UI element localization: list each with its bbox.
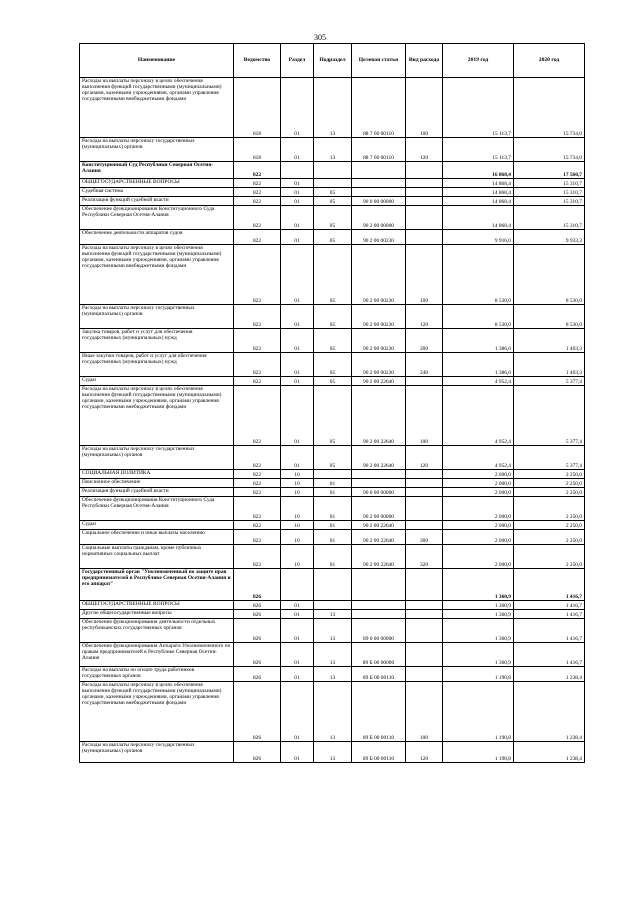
row-year-2020-cell: 17 560,7 [514,162,585,179]
row-year-2020-cell: 2 250,0 [514,470,585,479]
budget-table [79,43,585,763]
row-subsection-cell: 05 [314,386,352,446]
row-department-cell: 822 [234,545,281,569]
row-year-2019-cell: 8 530,0 [443,245,514,305]
row-subsection-cell: 01 [314,488,352,497]
row-subsection-cell [314,162,352,179]
row-department-cell: 822 [234,530,281,545]
row-expense-type-cell [406,479,443,488]
row-year-2019-cell: 14 868,4 [443,188,514,197]
row-year-2020-cell: 2 250,0 [514,530,585,545]
row-target-article-cell [352,479,406,488]
row-year-2019-cell: 2 000,0 [443,470,514,479]
column-header-subsection: Подраздел [314,44,352,78]
row-target-article-cell [352,179,406,188]
row-section-cell: 01 [281,78,314,138]
row-name-cell: Социальные выплаты гражданам, кроме публичных нормативных социальных выплат [80,545,234,569]
row-section-cell: 10 [281,488,314,497]
row-year-2019-cell: 4 952,4 [443,386,514,446]
row-expense-type-cell [406,470,443,479]
row-subsection-cell: 13 [314,610,352,619]
row-target-article-cell: 88 7 00 00110 [352,78,406,138]
table-row [80,162,585,179]
row-name-cell: Обеспечение функционирования деятельности отдельных республиканских государственных органов [80,619,234,643]
row-subsection-cell: 01 [314,530,352,545]
table-row [80,206,585,230]
row-target-article-cell: 90 2 00 00230 [352,329,406,353]
column-header-target-article: Целевая статья [352,44,406,78]
row-department-cell: 822 [234,329,281,353]
row-expense-type-cell [406,497,443,521]
row-department-cell: 826 [234,610,281,619]
row-target-article-cell: 90 2 00 00230 [352,230,406,245]
row-target-article-cell: 88 7 00 00110 [352,138,406,162]
row-year-2019-cell: 1 360,9 [443,610,514,619]
row-year-2020-cell: 1 416,7 [514,569,585,601]
row-year-2020-cell: 1 238,4 [514,742,585,763]
row-subsection-cell: 05 [314,377,352,386]
row-year-2020-cell: 2 250,0 [514,521,585,530]
row-section-cell: 10 [281,530,314,545]
row-year-2019-cell: 2 000,0 [443,488,514,497]
row-subsection-cell: 13 [314,667,352,682]
row-department-cell: 822 [234,377,281,386]
row-target-article-cell: 90 2 00 22640 [352,530,406,545]
row-year-2019-cell: 2 000,0 [443,545,514,569]
row-name-cell: Другие общегосударственные вопросы [80,610,234,619]
row-target-article-cell: 90 2 00 22640 [352,386,406,446]
row-year-2020-cell: 5 377,4 [514,377,585,386]
row-subsection-cell: 05 [314,197,352,206]
row-expense-type-cell: 120 [406,138,443,162]
table-row [80,179,585,188]
row-year-2019-cell: 14 868,4 [443,206,514,230]
row-section-cell: 10 [281,521,314,530]
row-department-cell: 822 [234,230,281,245]
row-section-cell: 01 [281,353,314,377]
row-expense-type-cell [406,619,443,643]
row-year-2019-cell: 1 190,8 [443,742,514,763]
column-header-year-2020: 2020 год [514,44,585,78]
row-department-cell: 826 [234,667,281,682]
row-year-2020-cell: 9 933,3 [514,230,585,245]
row-name-cell: ОБЩЕГОСУДАРСТВЕННЫЕ ВОПРОСЫ [80,179,234,188]
table-row [80,742,585,763]
table-row [80,329,585,353]
row-section-cell: 01 [281,610,314,619]
row-year-2019-cell: 2 000,0 [443,479,514,488]
table-row [80,545,585,569]
row-year-2019-cell: 1 190,8 [443,667,514,682]
row-expense-type-cell: 120 [406,742,443,763]
row-department-cell: 826 [234,601,281,610]
row-year-2019-cell: 1 190,8 [443,682,514,742]
row-year-2020-cell: 2 250,0 [514,545,585,569]
row-name-cell: Реализация функций судебной власти [80,197,234,206]
column-header-year-2019: 2019 год [443,44,514,78]
table-row [80,610,585,619]
row-section-cell: 01 [281,742,314,763]
table-row [80,521,585,530]
row-section-cell: 01 [281,188,314,197]
table-row [80,197,585,206]
row-target-article-cell: 90 2 00 22640 [352,446,406,470]
row-subsection-cell [314,179,352,188]
column-header-department: Ведомство [234,44,281,78]
row-name-cell: Расходы на выплаты персоналу государственных (муниципальных) органов [80,305,234,329]
row-target-article-cell: 90 2 00 22640 [352,545,406,569]
row-department-cell: 822 [234,446,281,470]
table-row [80,230,585,245]
row-expense-type-cell: 320 [406,545,443,569]
row-year-2020-cell: 8 530,0 [514,305,585,329]
row-name-cell: Обеспечение деятельности аппаратов судов [80,230,234,245]
table-header-row [80,44,585,78]
row-department-cell: 822 [234,386,281,446]
row-year-2019-cell: 2 000,0 [443,530,514,545]
table-row [80,245,585,305]
row-department-cell: 826 [234,619,281,643]
table-row [80,682,585,742]
row-year-2020-cell: 2 250,0 [514,488,585,497]
row-department-cell: 822 [234,470,281,479]
row-subsection-cell: 13 [314,78,352,138]
row-department-cell: 826 [234,682,281,742]
row-subsection-cell: 05 [314,245,352,305]
row-expense-type-cell [406,162,443,179]
row-department-cell: 822 [234,353,281,377]
row-expense-type-cell: 100 [406,245,443,305]
row-year-2019-cell: 4 952,4 [443,446,514,470]
row-subsection-cell [314,601,352,610]
row-department-cell: 826 [234,569,281,601]
row-expense-type-cell [406,601,443,610]
row-year-2020-cell: 15 310,7 [514,197,585,206]
row-year-2019-cell: 9 916,0 [443,230,514,245]
row-year-2020-cell: 15 310,7 [514,206,585,230]
row-name-cell: Расходы на выплаты персоналу в целях обеспечения выполнения функций государственными (муниципальными) органами, казенными учреждениями, органами управления государственными внебюджетными фондами [80,78,234,138]
row-expense-type-cell: 120 [406,305,443,329]
row-section-cell: 01 [281,643,314,667]
row-name-cell: СОЦИАЛЬНАЯ ПОЛИТИКА [80,470,234,479]
row-subsection-cell: 05 [314,188,352,197]
row-year-2019-cell: 8 530,0 [443,305,514,329]
row-department-cell: 822 [234,488,281,497]
row-year-2020-cell: 5 377,4 [514,386,585,446]
row-subsection-cell: 01 [314,497,352,521]
row-department-cell: 822 [234,245,281,305]
row-year-2019-cell: 1 360,9 [443,569,514,601]
row-subsection-cell: 13 [314,742,352,763]
row-year-2020-cell: 2 250,0 [514,479,585,488]
row-year-2019-cell: 14 868,4 [443,179,514,188]
table-body [80,78,585,763]
column-header-section: Раздел [281,44,314,78]
row-expense-type-cell [406,206,443,230]
table-row [80,470,585,479]
table-row [80,601,585,610]
row-expense-type-cell: 120 [406,446,443,470]
row-year-2019-cell: 4 952,4 [443,377,514,386]
row-expense-type-cell [406,667,443,682]
row-year-2019-cell: 1 360,9 [443,643,514,667]
row-expense-type-cell [406,197,443,206]
row-section-cell: 01 [281,245,314,305]
row-target-article-cell: 90 2 00 22640 [352,377,406,386]
table-row [80,497,585,521]
row-department-cell: 826 [234,742,281,763]
row-section-cell: 01 [281,682,314,742]
row-target-article-cell [352,188,406,197]
row-department-cell: 822 [234,162,281,179]
row-year-2020-cell: 2 250,0 [514,497,585,521]
row-name-cell: Обеспечение функционирования Аппарата Уполномоченного по правам предпринимателей в Республике Северная Осетия-Алания [80,643,234,667]
row-expense-type-cell [406,230,443,245]
row-subsection-cell: 13 [314,682,352,742]
row-subsection-cell [314,470,352,479]
row-name-cell: Расходы на выплаты персоналу в целях обеспечения выполнения функций государственными (муниципальными) органами, казенными учреждениями, органами управления государственными внебюджетными фондами [80,682,234,742]
row-section-cell: 01 [281,601,314,610]
row-section-cell: 01 [281,377,314,386]
row-department-cell: 822 [234,497,281,521]
table-row [80,386,585,446]
table-row [80,667,585,682]
row-target-article-cell [352,601,406,610]
row-section-cell: 01 [281,329,314,353]
row-name-cell: Иные закупки товаров, работ и услуг для обеспечения государственных (муниципальных) нужд [80,353,234,377]
table-row [80,188,585,197]
row-name-cell: Судьи [80,377,234,386]
row-name-cell: Социальное обеспечение и иные выплаты населению [80,530,234,545]
row-target-article-cell: 90 0 00 00000 [352,197,406,206]
row-section-cell: 01 [281,386,314,446]
row-target-article-cell: 90 2 00 00000 [352,206,406,230]
row-target-article-cell: 89 Б 00 00110 [352,742,406,763]
row-expense-type-cell [406,569,443,601]
row-target-article-cell: 90 2 00 00230 [352,305,406,329]
row-section-cell: 01 [281,619,314,643]
row-year-2020-cell: 1 403,3 [514,353,585,377]
row-expense-type-cell [406,521,443,530]
row-year-2020-cell: 8 530,0 [514,245,585,305]
table-row [80,619,585,643]
row-subsection-cell: 13 [314,138,352,162]
row-department-cell: 822 [234,206,281,230]
row-expense-type-cell [406,377,443,386]
row-expense-type-cell [406,610,443,619]
row-year-2019-cell: 1 386,0 [443,329,514,353]
row-expense-type-cell [406,643,443,667]
row-section-cell: 01 [281,305,314,329]
row-name-cell: Расходы на выплаты персоналу в целях обеспечения выполнения функций государственными (муниципальными) органами, казенными учреждениями, органами управления государственными внебюджетными фондами [80,386,234,446]
row-year-2020-cell: 1 238,4 [514,667,585,682]
table-row [80,138,585,162]
row-department-cell: 822 [234,305,281,329]
table-row [80,377,585,386]
row-department-cell: 818 [234,138,281,162]
row-subsection-cell: 13 [314,619,352,643]
row-department-cell: 822 [234,479,281,488]
row-year-2020-cell: 15 310,7 [514,179,585,188]
row-year-2020-cell: 1 416,7 [514,643,585,667]
row-section-cell [281,569,314,601]
row-expense-type-cell: 100 [406,682,443,742]
row-section-cell: 10 [281,479,314,488]
row-department-cell: 822 [234,188,281,197]
row-year-2020-cell: 15 310,7 [514,188,585,197]
row-target-article-cell: 90 2 00 22640 [352,521,406,530]
row-department-cell: 822 [234,179,281,188]
row-name-cell: Расходы на выплаты персоналу государственных (муниципальных) органов [80,138,234,162]
row-subsection-cell [314,569,352,601]
row-name-cell: Судебная система [80,188,234,197]
table-row [80,78,585,138]
row-year-2020-cell: 1 416,7 [514,610,585,619]
row-subsection-cell: 05 [314,353,352,377]
row-subsection-cell: 01 [314,479,352,488]
row-section-cell: 01 [281,206,314,230]
row-year-2019-cell: 2 000,0 [443,521,514,530]
row-year-2019-cell: 1 360,9 [443,619,514,643]
row-year-2020-cell: 5 377,4 [514,446,585,470]
row-section-cell: 01 [281,230,314,245]
row-expense-type-cell [406,179,443,188]
row-section-cell: 10 [281,497,314,521]
row-target-article-cell: 89 Б 00 00110 [352,682,406,742]
row-expense-type-cell: 100 [406,386,443,446]
row-year-2019-cell: 2 000,0 [443,497,514,521]
row-year-2019-cell: 15 113,7 [443,138,514,162]
row-name-cell: Государственный орган "Уполномоченный по защите прав предпринимателей в Республике Северная Осетия-Алания и его аппарат" [80,569,234,601]
row-expense-type-cell [406,488,443,497]
table-row [80,353,585,377]
row-target-article-cell: 90 0 00 00000 [352,488,406,497]
row-target-article-cell: 89 Б 00 00110 [352,667,406,682]
row-name-cell: Закупка товаров, работ и услуг для обеспечения государственных (муниципальных) нужд [80,329,234,353]
row-target-article-cell: 90 2 00 00230 [352,353,406,377]
row-year-2020-cell: 1 416,7 [514,619,585,643]
table-row [80,479,585,488]
row-year-2019-cell: 1 386,0 [443,353,514,377]
row-target-article-cell: 90 2 00 00230 [352,245,406,305]
row-target-article-cell [352,569,406,601]
column-header-name: Наименование [80,44,234,78]
row-year-2020-cell: 15 734,0 [514,78,585,138]
table-row [80,530,585,545]
row-name-cell: Расходы на выплаты персоналу государственных (муниципальных) органов [80,742,234,763]
row-name-cell: Пенсионное обеспечение [80,479,234,488]
table-row [80,446,585,470]
row-section-cell: 10 [281,470,314,479]
row-year-2019-cell: 15 113,7 [443,78,514,138]
row-section-cell: 01 [281,446,314,470]
row-target-article-cell [352,162,406,179]
row-section-cell: 01 [281,197,314,206]
row-name-cell: Расходы на выплаты персоналу государственных (муниципальных) органов [80,446,234,470]
row-year-2020-cell: 1 238,4 [514,682,585,742]
row-subsection-cell: 05 [314,206,352,230]
row-subsection-cell: 05 [314,230,352,245]
row-department-cell: 818 [234,78,281,138]
row-name-cell: ОБЩЕГОСУДАРСТВЕННЫЕ ВОПРОСЫ [80,601,234,610]
row-subsection-cell: 01 [314,521,352,530]
row-department-cell: 822 [234,197,281,206]
row-expense-type-cell: 200 [406,329,443,353]
row-expense-type-cell: 300 [406,530,443,545]
table-row [80,488,585,497]
row-target-article-cell [352,610,406,619]
table-row [80,569,585,601]
row-name-cell: Расходы на выплаты по оплате труда работников государственных органов [80,667,234,682]
row-name-cell: Обеспечение функционирования Конституционного Суда Республики Северная Осетия-Алания [80,206,234,230]
row-department-cell: 826 [234,643,281,667]
row-subsection-cell: 05 [314,305,352,329]
row-name-cell: Реализация функций судебной власти [80,488,234,497]
row-subsection-cell: 05 [314,329,352,353]
row-subsection-cell: 13 [314,643,352,667]
table-row [80,305,585,329]
column-header-expense-type: Вид расхода [406,44,443,78]
row-expense-type-cell [406,188,443,197]
row-department-cell: 822 [234,521,281,530]
page-number: 305 [314,33,326,42]
row-name-cell: Конституционный Суд Республики Северная Осетия-Алания [80,162,234,179]
table-row [80,643,585,667]
row-section-cell: 10 [281,545,314,569]
row-target-article-cell: 89 0 00 00000 [352,619,406,643]
row-year-2019-cell: 1 360,9 [443,601,514,610]
row-section-cell: 01 [281,179,314,188]
row-year-2019-cell: 14 868,4 [443,197,514,206]
row-year-2020-cell: 15 734,0 [514,138,585,162]
row-target-article-cell: 90 2 00 00000 [352,497,406,521]
row-subsection-cell: 05 [314,446,352,470]
row-name-cell: Расходы на выплаты персоналу в целях обеспечения выполнения функций государственными (муниципальными) органами, казенными учреждениями, органами управления государственными внебюджетными фондами [80,245,234,305]
row-section-cell: 01 [281,667,314,682]
row-target-article-cell: 89 Б 00 00000 [352,643,406,667]
row-expense-type-cell: 100 [406,78,443,138]
row-year-2020-cell: 1 403,3 [514,329,585,353]
row-year-2019-cell: 16 868,4 [443,162,514,179]
row-name-cell: Судьи [80,521,234,530]
row-target-article-cell [352,470,406,479]
row-section-cell [281,162,314,179]
row-year-2020-cell: 1 416,7 [514,601,585,610]
row-section-cell: 01 [281,138,314,162]
row-name-cell: Обеспечение функционирования Конституционного Суда Республики Северная Осетия-Алания [80,497,234,521]
row-subsection-cell: 01 [314,545,352,569]
row-expense-type-cell: 240 [406,353,443,377]
